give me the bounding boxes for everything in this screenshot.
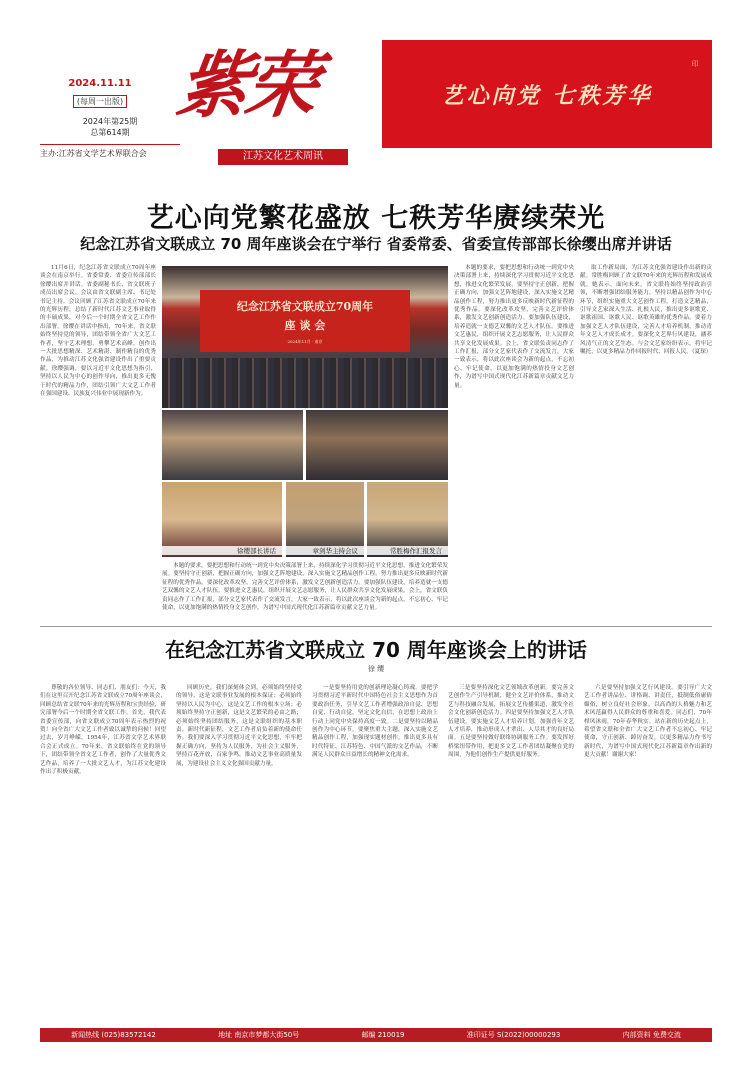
article1-column-2-lower <box>162 562 448 624</box>
stage-backdrop <box>200 290 410 352</box>
publish-frequency: (每周一出版) <box>73 95 127 108</box>
article2-column-2 <box>176 684 302 1020</box>
article2-column-5 <box>584 684 712 1020</box>
slogan-banner <box>382 40 712 148</box>
article2-paragraph: 一是要坚持用党的创新理论凝心铸魂。要把学习贯彻习近平新时代中国特色社会主义思想作为首要政治任务，引导文艺工作者增强政治自觉、思想自觉、行动自觉，坚定文化自信，在思想上政治上行动上同党中央保持高度一致。二是要坚持以精品创作为中心环节。要聚焦重大主题，深入实施文艺精品创作工程，加强现实题材创作，推出更多具有时代特征、江苏特色、中国气派的文艺作品，不断满足人民群众日益增长的精神文化需求。 <box>312 685 438 759</box>
article2-paragraph: 回顾历史，我们深刻体会到，必须始终坚持党的领导，这是文联事业发展的根本保证；必须始终坚持以人民为中心，这是文艺工作的根本立场；必须始终坚持守正创新，这是文艺繁荣的必由之路；必须始终坚持团结服务，这是文联组织的基本职责。新时代新征程，文艺工作者肩负着新的使命任务。我们要深入学习贯彻习近平文化思想，牢牢把握正确方向，坚持为人民服务、为社会主义服务，坚持百花齐放、百家争鸣，推动文艺事业高质量发展，为建设社会主义文化强国贡献力量。 <box>176 685 302 767</box>
section-divider <box>40 626 712 627</box>
article1-column-4 <box>580 264 712 624</box>
article1-paragraph: 本题的要求，要把思想和行动统一到党中央决策部署上来，持续深化学习贯彻习近平文化思想，推进文化繁荣发展。要坚持守正创新，把握正确方向，加强文艺阵地建设，深入实施文艺精品创作工程，努力推出更多反映新时代新征程的优秀作品。要深化改革攻坚，完善文艺评价体系，激发文艺创新创造活力。要加强队伍建设，培养造就一支德艺双馨的文艺人才队伍。要推进文艺惠民，组织开展文艺志愿服务，让人民群众共享文化发展成果。会上，省文联负责同志作了工作汇报，部分文艺家代表作了交流发言，大家一致表示，将以此次座谈会为新的起点，不忘初心、牢记使命，以更加饱满的热情投身文艺创作，为谱写中国式现代化江苏新篇章贡献文艺力量。 <box>162 563 448 612</box>
speaker-photo-1 <box>162 482 282 557</box>
meeting-photo-left <box>162 410 303 480</box>
photo-caption: 常胜梅作汇报发言 <box>367 546 448 555</box>
photo-caption: 徐缨部长讲话 <box>162 546 282 555</box>
footer-bar <box>40 1028 712 1042</box>
stage-title-line-1: 纪念江苏省文联成立70周年 <box>236 299 374 313</box>
issue-info <box>40 116 180 159</box>
paper-subtitle: 江苏文化艺术周讯 <box>218 149 348 165</box>
total-issue-number: 总第614期 <box>90 128 130 137</box>
audience <box>162 358 448 408</box>
sponsor: 主办:江苏省文学艺术界联合会 <box>40 144 180 159</box>
article2-paragraph: 六是要坚持加强文艺行风建设。要引导广大文艺工作者讲品位、讲格调、讲责任，抵制低俗庸俗媚俗，树立良好社会形象，以高尚的人格魅力和艺术风范赢得人民群众的尊重和喜爱。同志们，70年栉风沐雨，70年春华秋实。站在新的历史起点上，希望省文联和全省广大文艺工作者不忘初心、牢记使命，守正创新、踔厉奋发，以更多精品力作书写新时代，为谱写中国式现代化江苏新篇章作出新的更大贡献！谢谢大家！ <box>584 685 712 759</box>
meeting-hall-photo <box>162 266 448 408</box>
article2-column-4 <box>448 684 574 1020</box>
paper-logo <box>172 36 353 162</box>
issue-number: 2024年第25期 <box>82 117 138 126</box>
footer-address: 地址 南京市梦都大街50号 <box>218 1031 300 1039</box>
speaker-photo-2 <box>286 482 364 557</box>
date-block <box>40 78 160 108</box>
article2-paragraph: 三是要坚持深化文艺领域改革创新。要完善文艺创作生产引导机制，健全文艺评价体系，推动文艺与科技融合发展，拓展文艺传播渠道，激发全社会文化创新创造活力。四是要坚持加强文艺人才队伍建设。要实施文艺人才培养计划，加强青年文艺人才培养，推动形成人才辈出、人尽其才的良好局面。五是要坚持做好联络协调服务工作。要发挥好桥梁纽带作用，把更多文艺工作者团结凝聚在党的周围，为他们创作生产提供更好服务。 <box>448 685 574 759</box>
stage-title-line-2: 座 谈 会 <box>284 318 326 332</box>
article2-paragraph: 尊敬的各位领导、同志们、朋友们：今天，我们在这里召开纪念江苏省文联成立70周年座谈会，回顾总结省文联70年来的光辉历程和宝贵经验，研究部署今后一个时期全省文联工作。首先，我代表省委宣传部，向省文联成立70周年表示热烈的祝贺！向全省广大文艺工作者致以诚挚的问候！回望过去，岁月峥嵘。1954年，江苏省文学艺术界联合会正式成立。70年来，省文联始终在党的领导下，团结带领全省文艺工作者，创作了大量优秀文艺作品，培养了一大批文艺人才，为江苏文化建设作出了积极贡献。 <box>40 685 166 776</box>
footer-permit: 准印证号 S(2022)00000293 <box>466 1031 561 1039</box>
meeting-photo-right <box>306 410 448 480</box>
article2-column-3 <box>312 684 438 1020</box>
footer-hotline: 新闻热线 (025)83572142 <box>71 1031 156 1039</box>
banner-slogan: 艺心向党 七秩芳华 <box>441 82 653 109</box>
article1-paragraph: 11月6日，纪念江苏省文联成立70周年座谈会在南京举行。省委常委、省委宣传部部长徐缨出席并讲话。省委副秘书长、省文联班子成员出席会议。会议由省文联副主席、书记处书记主持。会议回顾了江苏省文联成立70年来的光辉历程，总结了新时代江苏文艺事业取得的丰硕成果，对今后一个时期全省文艺工作作出部署。徐缨在讲话中指出，70年来，省文联始终坚持党的领导，团结带领全省广大文艺工作者，坚守艺术理想，勇攀艺术高峰，创作出一大批思想精深、艺术精湛、制作精良的优秀作品，为推动江苏文化强省建设作出了重要贡献。徐缨强调，要以习近平文化思想为指引，坚持以人民为中心的创作导向，推出更多无愧于时代的精品力作，团结引领广大文艺工作者在强国建设、民族复兴伟业中展现新作为。 <box>40 265 156 398</box>
footer-postcode: 邮编 210019 <box>361 1031 405 1039</box>
article1-column-1 <box>40 264 156 624</box>
paper-name: 紫荣 <box>172 42 321 127</box>
article1-paragraph: 取工作新局面，为江苏文化强省建设作出新的贡献。常胜梅回顾了省文联70年来的光辉历程和发展成就。她表示，面向未来，省文联将始终坚持政治引领，不断增强团结服务能力，坚持以精品创作为中心环节，组织实施重大文艺创作工程，打造文艺精品，引导文艺家深入生活、扎根人民，推出更多讴歌党、讴歌祖国、讴歌人民、讴歌英雄的优秀作品。要着力加强文艺人才队伍建设，完善人才培养机制，推动青年文艺人才成长成才。要深化文艺界行风建设，涵养风清气正的文艺生态。与会文艺家纷纷表示，将牢记嘱托，以更多精品力作回报时代、回报人民。（夏琛） <box>580 265 712 356</box>
main-headline: 艺心向党繁花盛放 七秩芳华赓续荣光 <box>146 203 606 234</box>
footer-note: 内部资料 免费交流 <box>622 1031 681 1039</box>
masthead <box>0 0 752 160</box>
article1-paragraph: 本题的要求，要把思想和行动统一到党中央决策部署上来，持续深化学习贯彻习近平文化思想，推进文化繁荣发展。要坚持守正创新，把握正确方向，加强文艺阵地建设，深入实施文艺精品创作工程，努力推出更多反映新时代新征程的优秀作品。要深化改革攻坚，完善文艺评价体系，激发文艺创新创造活力。要加强队伍建设，培养造就一支德艺双馨的文艺人才队伍。要推进文艺惠民，组织开展文艺志愿服务，让人民群众共享文化发展成果。会上，省文联负责同志作了工作汇报，部分文艺家代表作了交流发言，大家一致表示，将以此次座谈会为新的起点，不忘初心、牢记使命，以更加饱满的热情投身文艺创作，为谱写中国式现代化江苏新篇章贡献文艺力量。 <box>454 265 574 389</box>
main-subhead: 纪念江苏省文联成立 70 周年座谈会在宁举行 省委常委、省委宣传部部长徐缨出席并讲话 <box>80 235 672 253</box>
issue-date: 2024.11.11 <box>68 78 132 89</box>
banner-seal: 印 <box>691 60 699 67</box>
stage-date: 2024年11月 · 南京 <box>287 338 323 344</box>
speaker-photo-3 <box>367 482 448 557</box>
speech-author: 徐 缨 <box>367 665 385 673</box>
article2-column-1 <box>40 684 166 1020</box>
photo-caption: 章剑华主持会议 <box>286 546 364 555</box>
article1-column-3 <box>454 264 574 624</box>
speech-headline: 在纪念江苏省文联成立 70 周年座谈会上的讲话 <box>165 638 587 662</box>
